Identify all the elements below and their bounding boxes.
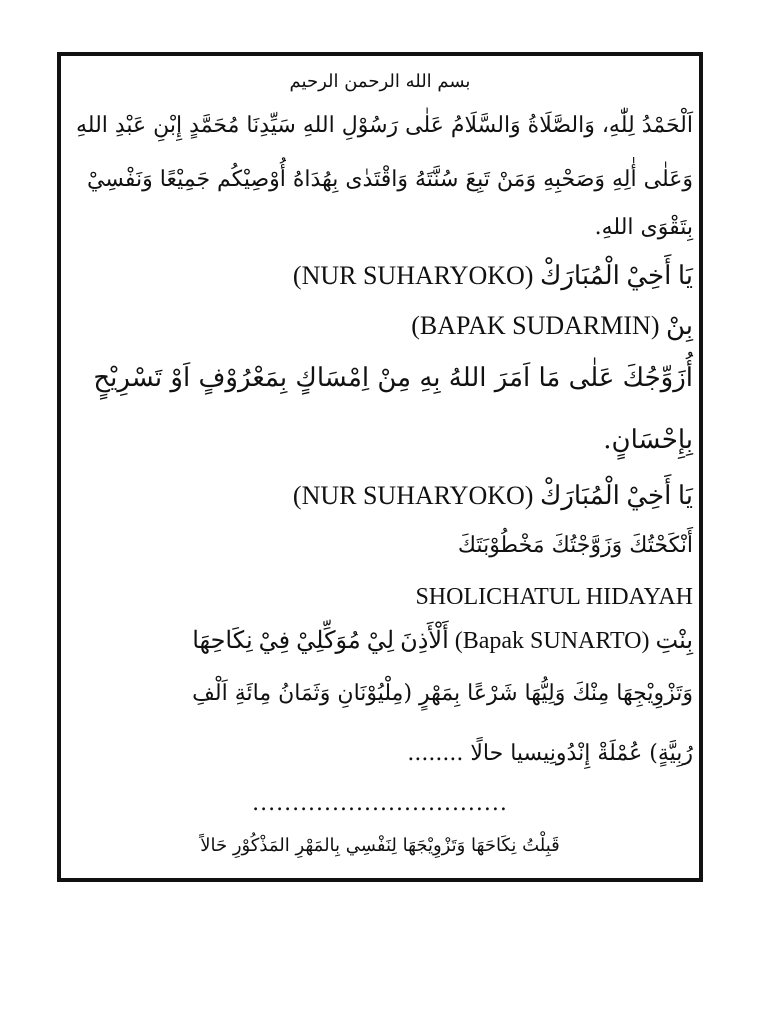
opening-line-1: اَلْحَمْدُ لِلّٰهِ، وَالصَّلَاةُ وَالسَّلَامُ عَلٰى رَسُوْلِ اللهِ سَيِّدِنَا مُحَمَّدٍ إِبْنِ عَبْدِ اللهِ (75, 113, 693, 138)
groom-address-2: يَا أَخِيْ الْمُبَارَكْ (NUR SUHARYOKO) (292, 481, 693, 510)
groom-address-1: يَا أَخِيْ الْمُبَارَكْ (NUR SUHARYOKO) (292, 261, 693, 290)
ankahtuka-line: أَنْكَحْتُكَ وَزَوَّجْتُكَ مَخْطُوْبَتَكَ (457, 533, 693, 558)
bride-name: SHOLICHATUL HIDAYAH (415, 584, 693, 610)
bride-father-line: بِنْتِ (Bapak SUNARTO) أَلْأَذِنَ لِيْ مُوَكِّلِيْ فِيْ نِكَاحِهَا (192, 628, 693, 654)
marry-line-2: بِإِحْسَانٍ. (603, 425, 693, 455)
opening-line-2: وَعَلٰى أٰلِهِ وَصَحْبِهِ وَمَنْ تَبِعَ سُنَّتَهُ وَاقْتَدٰى بِهُدَاهُ أُوْصِيْكُم جَمِيْعًا وَنَفْسِيْ (86, 167, 693, 192)
dotted-blank: ................................ (252, 791, 508, 816)
marry-line-1: أُزَوِّجُكَ عَلٰى مَا اَمَرَ اللهُ بِهِ مِنْ اِمْسَاكٍ بِمَعْرُوْفٍ اَوْ تَسْرِيْحٍ (93, 363, 693, 393)
qabiltu-line: قَبِلْتُ نِكَاحَهَا وَتَزْوِيْجَهَا لِنَفْسِي بِالمَهْرِ المَذْكُوْرِ حَالاً (200, 835, 560, 856)
document-frame (57, 52, 703, 882)
basmalah: بسم الله الرحمن الرحيم (289, 71, 471, 92)
opening-line-3: بِتَقْوَى اللهِ. (594, 215, 693, 240)
rupiah-line: رُبِيَّةٍ) عُمْلَةْ إِنْدُونِيسيا حالًا ........ (407, 741, 693, 766)
dowry-line: وَتَزْوِيْجِهَا مِنْكَ وَلِيُّهَا شَرْعًا بِمَهْرٍ (مِلْيُوْنَانِ وَثَمَانُ مِائَةِ اَلْفِ (192, 681, 693, 706)
groom-father-line: بِنْ (BAPAK SUDARMIN) (411, 311, 693, 340)
